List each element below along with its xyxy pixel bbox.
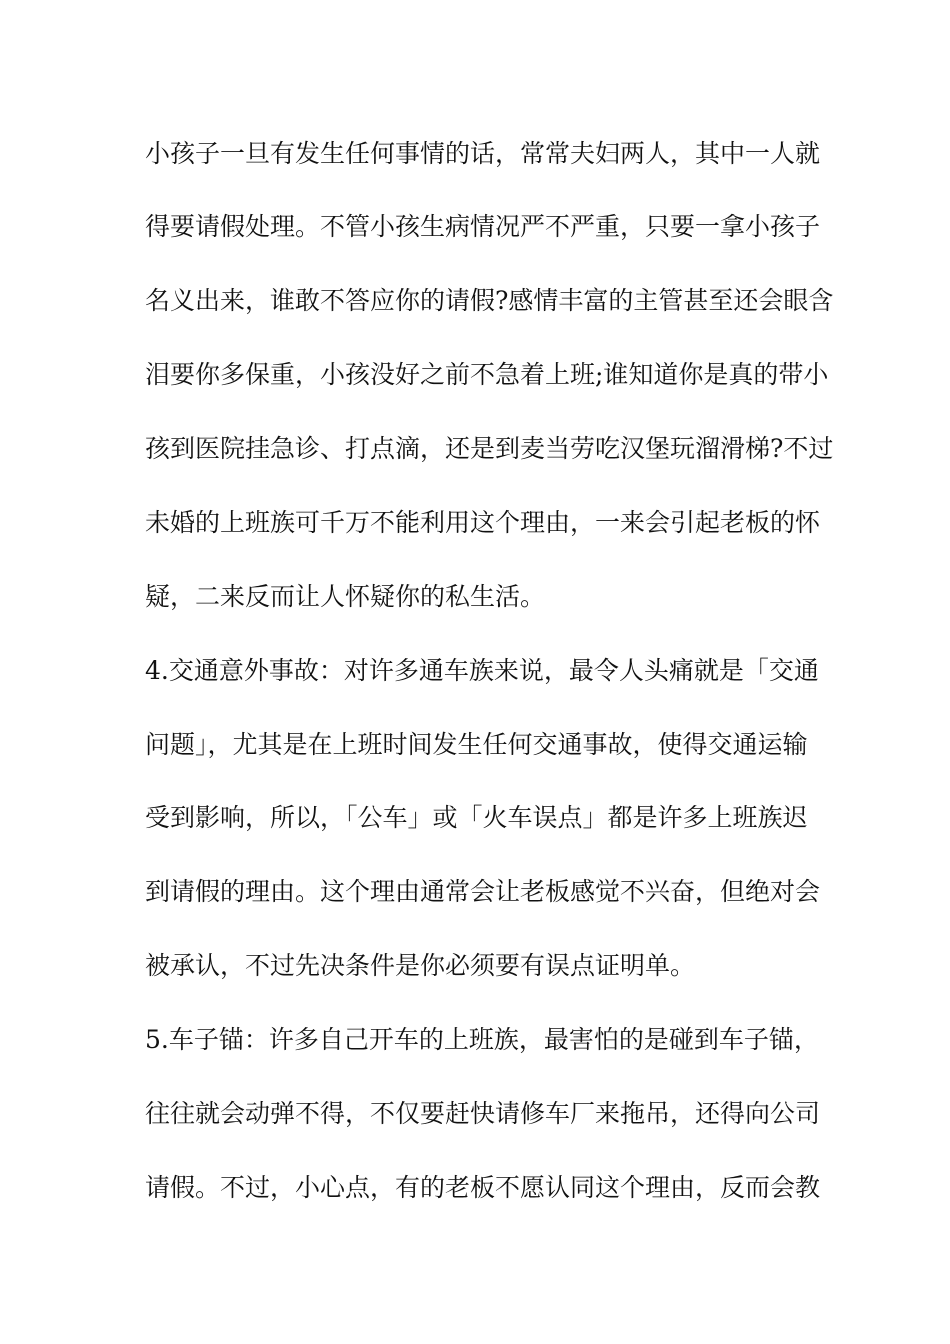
text-line: 小孩子一旦有发生任何事情的话，常常夫妇两人，其中一人就 <box>145 139 821 168</box>
text-line: 孩到医院挂急诊、打点滴，还是到麦当劳吃汉堡玩溜滑梯?不过 <box>145 434 834 463</box>
text-line: 名义出来，谁敢不答应你的请假?感情丰富的主管甚至还会眼含 <box>145 286 834 315</box>
text-line: 4.交通意外事故：对许多通车族来说，最令人头痛就是「交通 <box>145 656 819 685</box>
text-line: 得要请假处理。不管小孩生病情况严不严重，只要一拿小孩子 <box>145 212 821 241</box>
text-line: 5.车子锚：许多自己开车的上班族，最害怕的是碰到车子锚， <box>145 1025 819 1054</box>
text-line: 泪要你多保重，小孩没好之前不急着上班;谁知道你是真的带小 <box>145 360 829 389</box>
text-line: 到请假的理由。这个理由通常会让老板感觉不兴奋，但绝对会 <box>145 877 821 906</box>
text-line: 未婚的上班族可千万不能利用这个理由，一来会引起老板的怀 <box>145 508 821 537</box>
text-line: 被承认，不过先决条件是你必须要有误点证明单。 <box>145 951 696 980</box>
text-line: 受到影响，所以，「公车」或「火车误点」都是许多上班族迟 <box>145 803 808 832</box>
text-line: 往往就会动弹不得，不仅要赶快请修车厂来拖吊，还得向公司 <box>145 1099 821 1128</box>
text-line: 问题」，尤其是在上班时间发生任何交通事故，使得交通运输 <box>145 730 808 759</box>
text-line: 请假。不过，小心点，有的老板不愿认同这个理由，反而会教 <box>145 1173 821 1202</box>
text-line: 疑，二来反而让人怀疑你的私生活。 <box>145 582 546 611</box>
